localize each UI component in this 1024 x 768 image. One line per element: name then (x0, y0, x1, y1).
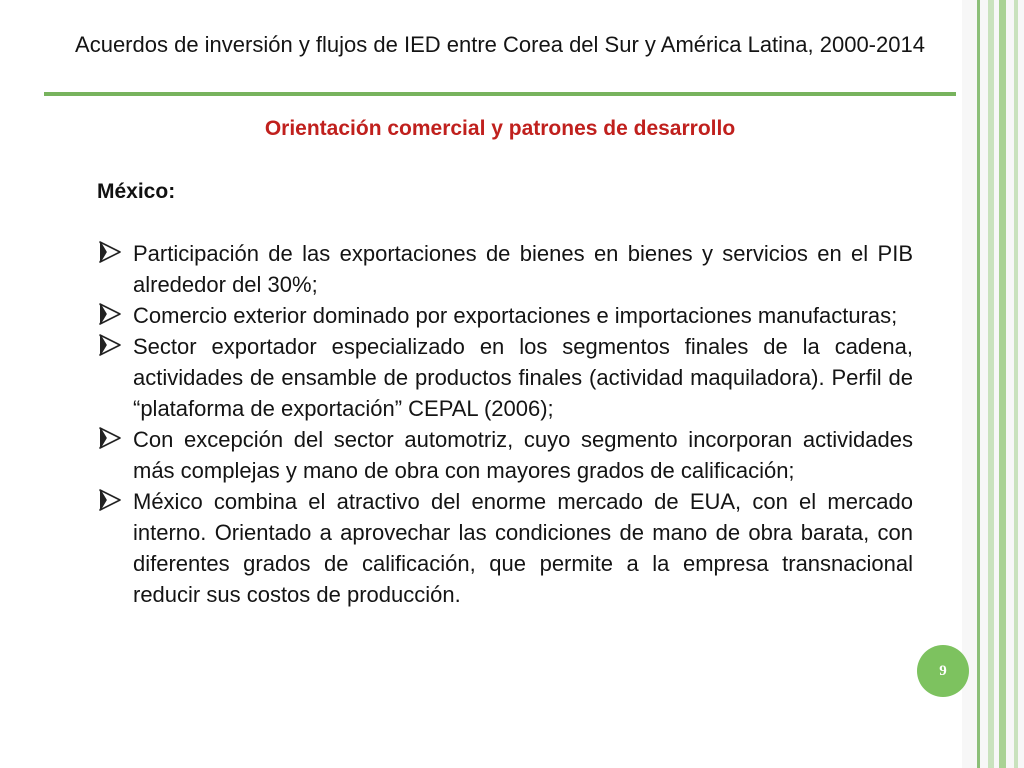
bullet-text: Con excepción del sector automotriz, cuyo segmento incorporan actividades más complejas y mano de obra con mayores grados de calificación; (133, 427, 913, 483)
border-stripe (1014, 0, 1018, 768)
arrowhead-bullet-icon (97, 332, 123, 358)
border-stripe (977, 0, 980, 768)
bullet-text: México combina el atractivo del enorme mercado de EUA, con el mercado interno. Orientado a aprovechar las condiciones de mano de obra barata, con diferentes grados de calificación, que permite a la empresa transnacional reducir sus costos de producción. (133, 489, 913, 607)
list-item (97, 424, 913, 486)
arrowhead-bullet-icon (97, 301, 123, 327)
decorative-side-border (962, 0, 1024, 768)
section-heading: México: (97, 180, 176, 203)
page-number-badge: 9 (917, 645, 969, 697)
border-stripe (988, 0, 994, 768)
arrowhead-bullet-icon (97, 487, 123, 513)
border-stripe (999, 0, 1006, 768)
bullet-text: Sector exportador especializado en los segmentos finales de la cadena, actividades de ensamble de productos finales (actividad maquiladora). Perfil de “plataforma de exportación” CEPAL (2006); (133, 334, 913, 421)
bullet-text: Comercio exterior dominado por exportaciones e importaciones manufacturas; (133, 303, 898, 328)
list-item (97, 331, 913, 424)
arrowhead-bullet-icon (97, 239, 123, 265)
list-item (97, 238, 913, 300)
slide-subtitle: Orientación comercial y patrones de desarrollo (264, 117, 736, 140)
arrowhead-bullet-icon (97, 425, 123, 451)
bullet-text: Participación de las exportaciones de bienes en bienes y servicios en el PIB alrededor del 30%; (133, 241, 913, 297)
title-divider (44, 92, 956, 96)
list-item (97, 300, 913, 331)
slide-title: Acuerdos de inversión y flujos de IED entre Corea del Sur y América Latina, 2000-2014 (75, 32, 925, 57)
list-item (97, 486, 913, 610)
bullet-list (97, 238, 913, 610)
